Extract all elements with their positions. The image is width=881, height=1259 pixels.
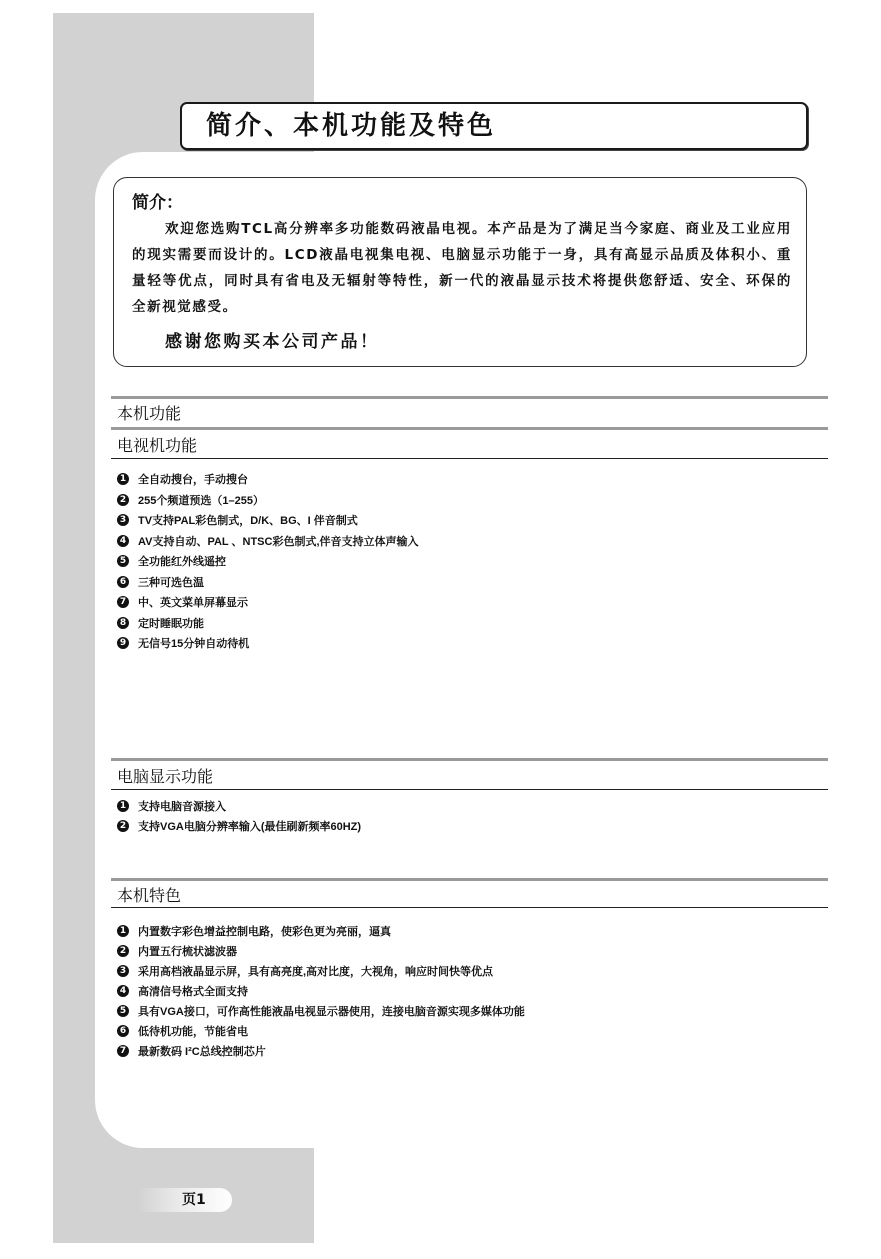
number-bullet-icon: 6 <box>117 576 129 588</box>
features-list <box>117 921 525 1061</box>
number-bullet-icon: 1 <box>117 800 129 812</box>
list-item <box>117 1021 525 1041</box>
intro-box <box>113 177 807 367</box>
list-item <box>117 981 525 1001</box>
list-item-text: 内置五行梳状滤波器 <box>138 946 237 958</box>
list-item <box>117 633 419 654</box>
heading-underline <box>111 789 828 790</box>
number-bullet-icon: 7 <box>117 596 129 608</box>
list-item-text: 中、英文菜单屏幕显示 <box>138 597 248 610</box>
pc-functions-list <box>117 796 361 836</box>
tv-functions-list <box>117 469 419 654</box>
list-item-text: 采用高档液晶显示屏，具有高亮度,高对比度，大视角，响应时间快等优点 <box>138 966 494 978</box>
list-item <box>117 531 419 552</box>
heading-underline <box>111 907 828 908</box>
number-bullet-icon: 3 <box>117 965 129 977</box>
tv-functions-heading: 电视机功能 <box>117 438 198 455</box>
heading-underline <box>111 458 828 459</box>
section-divider <box>111 396 828 399</box>
number-bullet-icon: 4 <box>117 985 129 997</box>
intro-heading: 简介： <box>132 193 183 213</box>
list-item <box>117 490 419 511</box>
intro-paragraph: 欢迎您选购TCL高分辨率多功能数码液晶电视。本产品是为了满足当今家庭、商业及工业应用的现实需要而设计的。LCD液晶电视集电视、电脑显示功能于一身，具有高显示品质及体积小、重量轻等优点，同时具有省电及无辐射等特性，新一代的液晶显示技术将提供您舒适、安全、环保的全新视觉感受。 <box>132 221 792 315</box>
page-title: 简介、本机功能及特色 <box>206 111 497 141</box>
list-item <box>117 796 361 816</box>
section-divider <box>111 427 828 430</box>
list-item <box>117 816 361 836</box>
list-item <box>117 572 419 593</box>
features-heading: 本机特色 <box>117 888 182 905</box>
number-bullet-icon: 9 <box>117 637 129 649</box>
number-bullet-icon: 8 <box>117 617 129 629</box>
list-item-text: 三种可选色温 <box>138 576 204 589</box>
list-item-text: 低待机功能，节能省电 <box>138 1026 248 1038</box>
list-item-text: 内置数字彩色增益控制电路，使彩色更为亮丽，逼真 <box>138 926 391 938</box>
section-divider <box>111 758 828 761</box>
list-item-text: 全功能红外线遥控 <box>138 556 226 569</box>
number-bullet-icon: 2 <box>117 945 129 957</box>
list-item <box>117 469 419 490</box>
number-bullet-icon: 4 <box>117 535 129 547</box>
list-item-text: 支持VGA电脑分辨率输入(最佳刷新频率60HZ) <box>138 821 362 833</box>
list-item <box>117 1041 525 1061</box>
list-item <box>117 510 419 531</box>
number-bullet-icon: 7 <box>117 1045 129 1057</box>
list-item-text: 全自动搜台，手动搜台 <box>138 474 248 487</box>
list-item-text: AV支持自动、PAL 、NTSC彩色制式,伴音支持立体声输入 <box>138 535 419 548</box>
number-bullet-icon: 2 <box>117 494 129 506</box>
list-item <box>117 961 525 981</box>
list-item-text: TV支持PAL彩色制式，D/K、BG、I 伴音制式 <box>138 515 358 528</box>
list-item-text: 定时睡眠功能 <box>138 617 204 630</box>
list-item-text: 最新数码 I²C总线控制芯片 <box>138 1046 266 1058</box>
list-item-text: 255个频道预选（1–255） <box>138 494 264 507</box>
intro-thanks: 感谢您购买本公司产品！ <box>165 332 380 352</box>
list-item-text: 具有VGA接口，可作高性能液晶电视显示器使用，连接电脑音源实现多媒体功能 <box>138 1006 525 1018</box>
list-item <box>117 592 419 613</box>
number-bullet-icon: 1 <box>117 925 129 937</box>
list-item <box>117 613 419 634</box>
page-number-badge <box>138 1188 232 1212</box>
number-bullet-icon: 1 <box>117 473 129 485</box>
page-number: 页1 <box>182 1192 206 1208</box>
list-item <box>117 1001 525 1021</box>
list-item <box>117 551 419 572</box>
page-title-box <box>180 102 808 150</box>
list-item <box>117 941 525 961</box>
list-item-text: 支持电脑音源接入 <box>138 801 226 813</box>
list-item-text: 高清信号格式全面支持 <box>138 986 248 998</box>
number-bullet-icon: 6 <box>117 1025 129 1037</box>
functions-heading: 本机功能 <box>117 406 182 423</box>
number-bullet-icon: 5 <box>117 555 129 567</box>
pc-functions-heading: 电脑显示功能 <box>117 769 214 786</box>
number-bullet-icon: 2 <box>117 820 129 832</box>
list-item <box>117 921 525 941</box>
list-item-text: 无信号15分钟自动待机 <box>138 638 250 651</box>
section-divider <box>111 878 828 881</box>
number-bullet-icon: 5 <box>117 1005 129 1017</box>
number-bullet-icon: 3 <box>117 514 129 526</box>
